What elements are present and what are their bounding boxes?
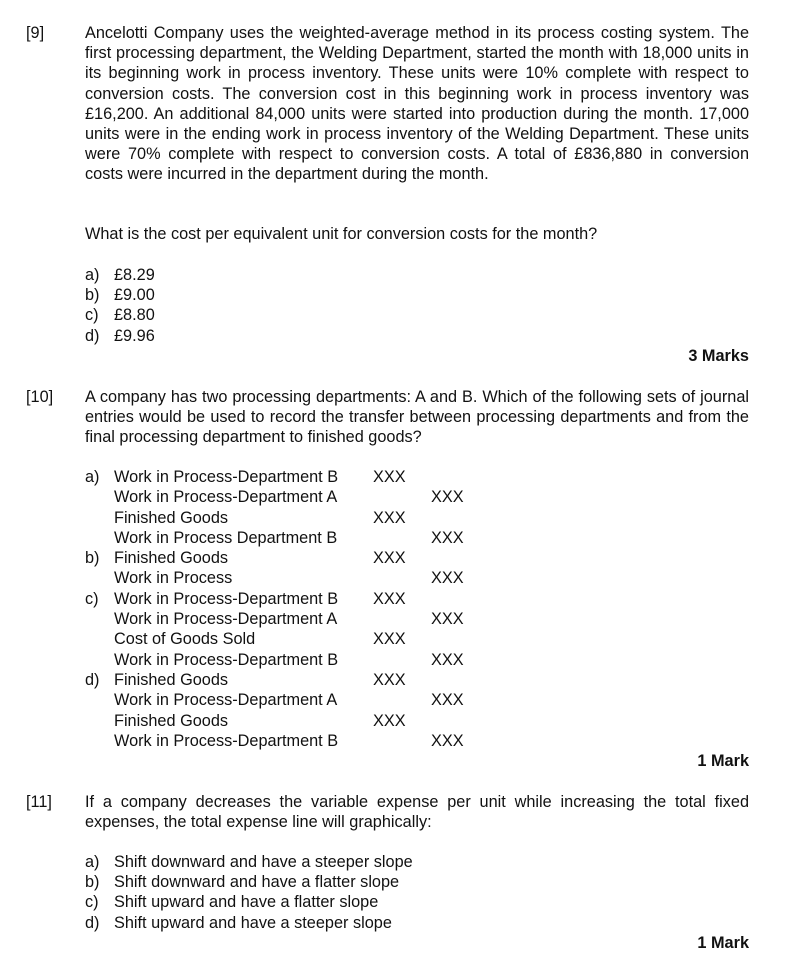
option-text: Shift downward and have a steeper slope bbox=[114, 853, 413, 871]
account-name: Work in Process-Department A bbox=[114, 610, 338, 629]
account-name: Finished Goods bbox=[114, 549, 229, 568]
question-10-text: A company has two processing departments: A and B. Which of the following sets of journal entries would be used to record the transfer between processing departments and from the final processing department to finished goods? bbox=[85, 388, 749, 447]
credit-amount: XXX bbox=[431, 731, 464, 750]
option-text: Shift downward and have a flatter slope bbox=[114, 873, 400, 892]
option-item bbox=[85, 326, 155, 346]
credit-amount: XXX bbox=[431, 610, 464, 629]
option-letter: b) bbox=[85, 286, 100, 305]
account-name: Cost of Goods Sold bbox=[114, 630, 256, 649]
credit-amount: XXX bbox=[431, 691, 464, 710]
question-11-marks: 1 Mark bbox=[697, 934, 749, 952]
option-letter: c) bbox=[85, 306, 99, 325]
question-number-10: [10] bbox=[26, 388, 54, 406]
option-letter: a) bbox=[85, 468, 100, 486]
option-letter: b) bbox=[85, 873, 100, 892]
option-text: £8.80 bbox=[114, 306, 155, 325]
option-text: Shift upward and have a steeper slope bbox=[114, 913, 392, 932]
option-letter: a) bbox=[85, 266, 100, 284]
credit-amount: XXX bbox=[431, 569, 464, 588]
option-item bbox=[85, 285, 155, 305]
option-item bbox=[85, 892, 413, 912]
option-letter: c) bbox=[85, 589, 99, 608]
option-item bbox=[85, 852, 413, 872]
question-number-9: [9] bbox=[26, 24, 45, 42]
debit-amount: XXX bbox=[373, 468, 406, 486]
account-name: Work in Process-Department B bbox=[114, 468, 339, 486]
question-10-marks: 1 Mark bbox=[697, 752, 749, 770]
account-name: Work in Process bbox=[114, 569, 233, 588]
option-item bbox=[85, 265, 155, 285]
option-text: Shift upward and have a flatter slope bbox=[114, 893, 379, 912]
option-text: £8.29 bbox=[114, 266, 155, 284]
question-9-text: Ancelotti Company uses the weighted-average method in its process costing system. The first processing department, the Welding Department, started the month with 18,000 units in its beginning work in process inventory. These units were 10% complete with respect to conversion costs. The conversion cost in this beginning work in process inventory was £16,200. An additional 84,000 units were started into production during the month. 17,000 units were in the ending work in process inventory of the Welding Department. These units were 70% complete with respect to conversion costs. A total of £836,880 in conversion costs were incurred in the department during the month. bbox=[85, 24, 749, 184]
option-item bbox=[85, 305, 155, 325]
question-9-options bbox=[85, 265, 155, 346]
account-name: Work in Process-Department B bbox=[114, 731, 339, 750]
option-letter: c) bbox=[85, 893, 99, 912]
option-text: £9.00 bbox=[114, 286, 155, 305]
account-name: Work in Process-Department A bbox=[114, 488, 338, 507]
option-letter: d) bbox=[85, 326, 100, 345]
debit-amount: XXX bbox=[373, 549, 406, 568]
option-item bbox=[85, 872, 413, 892]
debit-amount: XXX bbox=[373, 508, 406, 527]
debit-amount: XXX bbox=[373, 670, 406, 689]
account-name: Finished Goods bbox=[114, 670, 229, 689]
account-name: Work in Process-Department B bbox=[114, 650, 339, 669]
question-9-prompt: What is the cost per equivalent unit for conversion costs for the month? bbox=[85, 225, 598, 243]
credit-amount: XXX bbox=[431, 650, 464, 669]
debit-amount: XXX bbox=[373, 711, 406, 730]
debit-amount: XXX bbox=[373, 589, 406, 608]
account-name: Finished Goods bbox=[114, 711, 229, 730]
account-name: Work in Process-Department B bbox=[114, 589, 339, 608]
option-letter: a) bbox=[85, 853, 100, 871]
question-9-marks: 3 Marks bbox=[688, 347, 749, 365]
question-11-text: If a company decreases the variable expense per unit while increasing the total fixed expenses, the total expense line will graphically: bbox=[85, 793, 749, 832]
option-letter: d) bbox=[85, 670, 100, 689]
option-letter: d) bbox=[85, 913, 100, 932]
option-item bbox=[85, 913, 413, 933]
question-number-11: [11] bbox=[26, 793, 52, 811]
account-name: Work in Process Department B bbox=[114, 528, 338, 547]
account-name: Work in Process-Department A bbox=[114, 691, 338, 710]
option-text: £9.96 bbox=[114, 326, 155, 345]
debit-amount: XXX bbox=[373, 630, 406, 649]
option-letter: b) bbox=[85, 549, 100, 568]
credit-amount: XXX bbox=[431, 488, 464, 507]
question-11-options bbox=[85, 852, 413, 933]
account-name: Finished Goods bbox=[114, 508, 229, 527]
credit-amount: XXX bbox=[431, 528, 464, 547]
